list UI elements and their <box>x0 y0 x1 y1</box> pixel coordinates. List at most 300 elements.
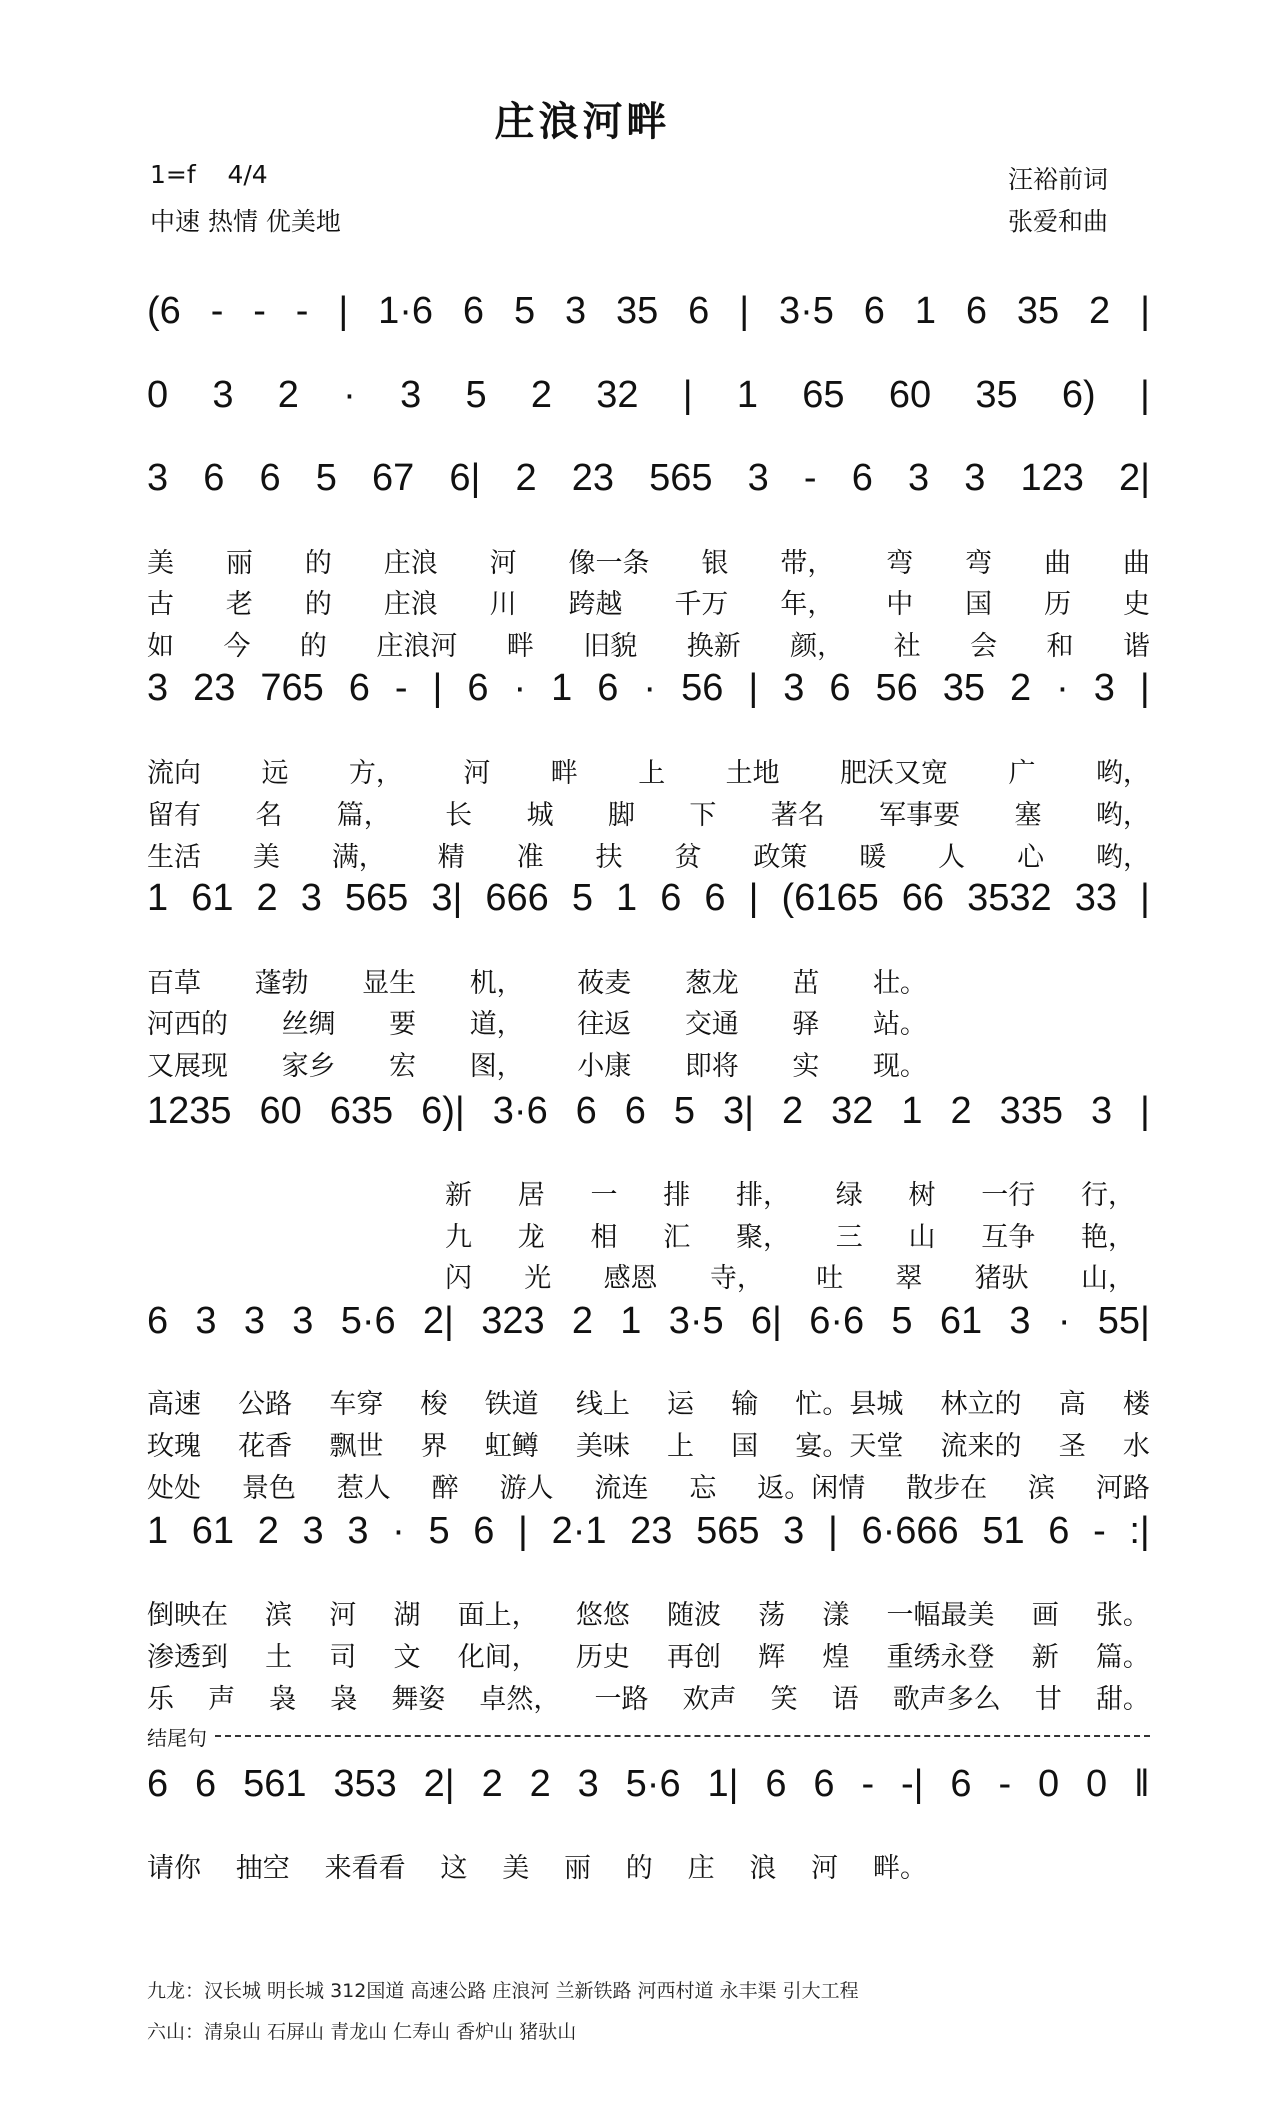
note-group: 23 <box>630 1510 673 1552</box>
note-group: 56 <box>681 667 724 709</box>
notation-line <box>147 290 1150 333</box>
lyric-word: 高 <box>1058 1389 1086 1420</box>
lyric-word: 化间， <box>457 1642 539 1673</box>
note-group: | <box>1140 290 1150 332</box>
note-group: 3| <box>431 877 463 919</box>
lyric-word: 文 <box>393 1642 421 1673</box>
notation-line <box>147 877 1150 920</box>
note-group: 5·6 <box>625 1763 681 1805</box>
note-group: | <box>1139 667 1150 709</box>
note-group: 5 <box>891 1300 913 1342</box>
note-group: | <box>1140 1090 1150 1132</box>
notation-line <box>147 1090 1150 1133</box>
lyric-word: 新 <box>445 1180 472 1211</box>
note-group: 2 <box>781 1090 804 1132</box>
lyric-word: 莜麦 <box>577 968 632 999</box>
note-group: 3 <box>577 1763 599 1805</box>
note-group: 561 <box>243 1763 307 1805</box>
lyric-word: 漾 <box>822 1600 850 1631</box>
note-group: :| <box>1129 1510 1150 1552</box>
note-group: 1 <box>914 290 936 332</box>
lyric-word: 美 <box>502 1853 530 1884</box>
note-group: 61 <box>191 877 234 919</box>
note-group: 2 <box>571 1300 594 1342</box>
note-group: 3 <box>212 374 234 416</box>
note-group: - <box>803 457 817 499</box>
note-group: (6165 <box>781 877 879 919</box>
lyric-word: 的 <box>299 631 327 662</box>
note-group: (6 <box>147 290 181 332</box>
lyric-word: 流来的 <box>940 1431 1022 1462</box>
lyric-word: 感恩 <box>603 1263 658 1294</box>
lyric-word: 土 <box>265 1642 293 1673</box>
lyric-word: 肥沃又宽 <box>840 758 949 789</box>
lyric-word: 湖 <box>393 1600 421 1631</box>
note-group: 323 <box>481 1300 545 1342</box>
note-group: 60 <box>259 1090 302 1132</box>
note-group: 51 <box>982 1510 1025 1552</box>
note-group: - <box>394 667 408 709</box>
lyric-word: 绿 <box>835 1180 863 1211</box>
note-group: 0 <box>1086 1763 1108 1805</box>
lyric-word: 荡 <box>758 1600 786 1631</box>
lyric-word: 运 <box>667 1389 695 1420</box>
note-group: 2 <box>257 1510 279 1552</box>
lyric-word: 人 <box>938 842 966 873</box>
lyric-line <box>147 961 927 1000</box>
note-group: 3 <box>564 290 587 332</box>
lyric-word: 宴。天堂 <box>795 1431 904 1462</box>
lyric-word: 川 <box>489 589 517 620</box>
lyric-word: 来看看 <box>324 1853 406 1884</box>
lyric-line <box>445 1256 1135 1295</box>
note-group: 6 <box>863 290 885 332</box>
lyric-word: 驿 <box>792 1009 820 1040</box>
lyric-word: 脚 <box>607 800 635 831</box>
note-group: 6 <box>473 1510 495 1552</box>
lyric-word: 国 <box>731 1431 759 1462</box>
lyric-word: 古 <box>147 589 174 620</box>
note-group: 5·6 <box>340 1300 396 1342</box>
lyric-word: 谐 <box>1122 631 1150 662</box>
lyric-word: 居 <box>517 1180 545 1211</box>
note-group: 2| <box>422 1300 454 1342</box>
lyric-word: 处处 <box>147 1473 201 1504</box>
note-group: 666 <box>485 877 549 919</box>
note-group: 1·6 <box>378 290 434 332</box>
note-group: 6 <box>348 667 370 709</box>
lyric-word: 要 <box>389 1009 417 1040</box>
lyric-word: 河西的 <box>147 1009 228 1040</box>
lyric-word: 光 <box>524 1263 552 1294</box>
note-group: 6 <box>704 877 726 919</box>
note-group: 635 <box>329 1090 394 1132</box>
note-group: 3532 <box>967 877 1052 919</box>
note-group: 65 <box>802 374 845 416</box>
note-group: 3 <box>1093 667 1115 709</box>
note-group: 1 <box>736 374 759 416</box>
lyric-word: 站。 <box>872 1009 927 1040</box>
footnote-six-mountains: 六山：清泉山 石屏山 青龙山 仁寿山 香炉山 猪驮山 <box>147 2021 577 2043</box>
lyric-word: 欢声 <box>682 1684 737 1715</box>
note-group: · <box>513 667 527 709</box>
lyric-word: 旧貌 <box>583 631 638 662</box>
lyric-word: 满， <box>331 842 386 873</box>
note-group: 6) <box>1061 374 1096 416</box>
lyric-word: 塞 <box>1014 800 1042 831</box>
note-group: 6 <box>195 1763 217 1805</box>
note-group: 5 <box>571 877 593 919</box>
lyric-word: 一 <box>590 1180 618 1211</box>
lyric-word: 高速 <box>147 1389 201 1420</box>
lyric-line <box>147 541 1150 580</box>
ending-divider <box>215 1735 1150 1737</box>
lyric-word: 远 <box>261 758 289 789</box>
lyric-word: 滨 <box>1028 1473 1056 1504</box>
lyric-word: 滨 <box>265 1600 293 1631</box>
lyric-word: 曲 <box>1044 548 1072 579</box>
note-group: 35 <box>1016 290 1060 332</box>
note-group: - <box>1093 1510 1106 1552</box>
lyric-word: 史 <box>1122 589 1150 620</box>
lyric-word: 如 <box>147 631 174 662</box>
lyric-word: 悠悠 <box>575 1600 630 1631</box>
lyric-word: 美味 <box>575 1431 630 1462</box>
note-group: 2 <box>481 1763 503 1805</box>
note-group: 1 <box>147 1510 169 1552</box>
lyric-word: 下 <box>689 800 717 831</box>
lyric-word: 景色 <box>241 1473 296 1504</box>
lyric-word: 的 <box>625 1853 653 1884</box>
lyric-word: 随波 <box>667 1600 722 1631</box>
note-group: 6 <box>597 667 619 709</box>
note-group: 32 <box>596 374 639 416</box>
lyric-word: 丝绸 <box>281 1009 336 1040</box>
lyric-word: 和 <box>1046 631 1074 662</box>
lyric-word: 心 <box>1017 842 1045 873</box>
lyric-word: 面上， <box>457 1600 539 1631</box>
note-group: 5 <box>673 1090 696 1132</box>
lyric-word: 山， <box>1080 1263 1135 1294</box>
lyric-word: 新 <box>1031 1642 1059 1673</box>
note-group: 6| <box>449 457 481 499</box>
lyric-word: 请你 <box>147 1853 201 1884</box>
lyric-word: 畔 <box>506 631 534 662</box>
note-group: 1 <box>620 1300 642 1342</box>
note-group: 6 <box>829 667 851 709</box>
lyric-word: 玫瑰 <box>147 1431 201 1462</box>
lyric-word: 圣 <box>1058 1431 1086 1462</box>
lyric-word: 一行 <box>981 1180 1036 1211</box>
time-signature: 4/4 <box>227 160 268 189</box>
note-group: 6 <box>950 1763 972 1805</box>
ending-label: 结尾句 <box>147 1726 207 1750</box>
lyric-word: 葱龙 <box>684 968 739 999</box>
lyric-word: 返。闲情 <box>757 1473 866 1504</box>
lyric-word: 车穿 <box>329 1389 384 1420</box>
lyric-word: 甜。 <box>1095 1684 1150 1715</box>
note-group: 23 <box>193 667 236 709</box>
lyric-word: 互争 <box>981 1222 1036 1253</box>
note-group: 565 <box>696 1510 760 1552</box>
lyric-word: 的 <box>304 548 332 579</box>
note-group: 2·1 <box>551 1510 607 1552</box>
lyric-word: 颜， <box>790 631 845 662</box>
composer: 张爱和曲 <box>1008 207 1109 236</box>
key-time-signature <box>150 160 268 189</box>
note-group: 3·6 <box>492 1090 548 1132</box>
lyric-word: 实 <box>792 1051 820 1082</box>
notation-line <box>147 1510 1150 1553</box>
note-group: · <box>1056 667 1069 709</box>
note-group: 2 <box>950 1090 972 1132</box>
lyric-word: 中 <box>886 589 914 620</box>
note-group: 3·5 <box>778 290 834 332</box>
lyric-word: 倒映在 <box>147 1600 228 1631</box>
lyric-word: 篇， <box>336 800 391 831</box>
note-group: 67 <box>372 457 415 499</box>
lyric-word: 袅 <box>330 1684 358 1715</box>
lyric-line <box>147 1846 927 1885</box>
note-group: 565 <box>344 877 409 919</box>
note-group: 353 <box>333 1763 397 1805</box>
note-group: | <box>827 1510 838 1552</box>
tempo-marking: 中速 热情 优美地 <box>150 207 341 236</box>
lyric-word: 虹鳟 <box>484 1431 539 1462</box>
lyric-word: 社 <box>893 631 921 662</box>
lyric-word: 浪 <box>749 1853 777 1884</box>
note-group: · <box>343 374 356 416</box>
note-group: 6 <box>851 457 873 499</box>
note-group: 6 <box>467 667 489 709</box>
lyric-word: 排， <box>736 1180 790 1211</box>
lyric-word: 忘 <box>689 1473 717 1504</box>
note-group: ‖ <box>1134 1763 1150 1805</box>
note-group: -| <box>900 1763 924 1805</box>
note-group: 2 <box>277 374 299 416</box>
lyric-word: 相 <box>590 1222 618 1253</box>
note-group: 6 <box>203 457 225 499</box>
note-group: | <box>739 290 750 332</box>
note-group: 1 <box>901 1090 923 1132</box>
note-group: 6 <box>1048 1510 1070 1552</box>
note-group: - <box>861 1763 875 1805</box>
lyric-line <box>445 1173 1135 1212</box>
note-group: · <box>643 667 657 709</box>
lyric-word: 篇。 <box>1095 1642 1150 1673</box>
lyric-word: 三 <box>835 1222 863 1253</box>
note-group: 3 <box>783 1510 805 1552</box>
note-group: 60 <box>888 374 932 416</box>
lyric-word: 游人 <box>499 1473 554 1504</box>
lyric-word: 带， <box>780 548 835 579</box>
lyric-word: 准 <box>516 842 544 873</box>
note-group: 0 <box>1037 1763 1060 1805</box>
lyric-word: 一幅最美 <box>886 1600 995 1631</box>
lyric-word: 河路 <box>1095 1473 1150 1504</box>
lyric-word: 上 <box>638 758 666 789</box>
lyric-word: 渗透到 <box>147 1642 228 1673</box>
notation-line <box>147 667 1150 710</box>
note-group: 6)| <box>421 1090 465 1132</box>
note-group: | <box>682 374 693 416</box>
lyric-word: 生活 <box>147 842 201 873</box>
note-group: | <box>518 1510 528 1552</box>
note-group: 3 <box>347 1510 369 1552</box>
lyric-word: 寺， <box>709 1263 764 1294</box>
note-group: 1235 <box>147 1090 232 1132</box>
lyric-word: 像一条 <box>568 548 650 579</box>
lyric-word: 九 <box>445 1222 472 1253</box>
note-group: | <box>338 290 349 332</box>
lyric-word: 排 <box>663 1180 691 1211</box>
lyric-word: 弯 <box>965 548 993 579</box>
lyric-word: 千万 <box>674 589 729 620</box>
note-group: 3 <box>1009 1300 1031 1342</box>
note-group: 1| <box>707 1763 739 1805</box>
note-group: 66 <box>901 877 945 919</box>
lyric-word: 司 <box>329 1642 357 1673</box>
lyric-word: 畔 <box>550 758 578 789</box>
lyric-word: 哟， <box>1095 758 1150 789</box>
note-group: 6| <box>750 1300 782 1342</box>
lyric-word: 这 <box>440 1853 468 1884</box>
note-group: 565 <box>649 457 713 499</box>
lyric-word: 长 <box>445 800 473 831</box>
lyric-word: 暖 <box>859 842 887 873</box>
note-group: 23 <box>571 457 615 499</box>
lyric-line <box>147 582 1150 621</box>
lyric-word: 壮。 <box>872 968 927 999</box>
lyric-word: 河 <box>463 758 491 789</box>
lyric-word: 吐 <box>816 1263 844 1294</box>
note-group: | <box>748 667 759 709</box>
lyric-word: 歌声多么 <box>892 1684 1001 1715</box>
lyric-word: 语 <box>831 1684 859 1715</box>
lyric-word: 茁 <box>792 968 820 999</box>
note-group: 35 <box>975 374 1018 416</box>
note-group: 3 <box>783 667 805 709</box>
note-group: 61 <box>191 1510 235 1552</box>
note-group: 5 <box>315 457 337 499</box>
note-group: 3 <box>1090 1090 1113 1132</box>
lyric-word: 美 <box>252 842 280 873</box>
note-group: 5 <box>513 290 536 332</box>
note-group: 3·5 <box>668 1300 724 1342</box>
lyric-word: 笑 <box>770 1684 798 1715</box>
lyric-word: 猪驮 <box>974 1263 1029 1294</box>
lyric-line <box>147 1593 1150 1632</box>
lyric-word: 即将 <box>684 1051 739 1082</box>
note-group: 6 <box>688 290 710 332</box>
lyric-word: 庄浪河 <box>376 631 458 662</box>
note-group: 3 <box>243 1300 265 1342</box>
lyric-word: 又展现 <box>147 1051 228 1082</box>
lyric-word: 方， <box>348 758 403 789</box>
lyric-word: 名 <box>255 800 283 831</box>
note-group: 6 <box>624 1090 646 1132</box>
lyric-word: 艳， <box>1081 1222 1135 1253</box>
lyric-word: 贫 <box>674 842 702 873</box>
lyric-word: 梭 <box>420 1389 448 1420</box>
note-group: 3 <box>300 877 322 919</box>
note-group: | <box>432 667 443 709</box>
lyric-line <box>147 624 1150 663</box>
lyric-word: 公路 <box>238 1389 293 1420</box>
lyric-word: 的 <box>304 589 332 620</box>
notation-line <box>147 374 1150 417</box>
lyric-word: 老 <box>225 589 253 620</box>
lyric-word: 显生 <box>362 968 417 999</box>
song-title: 庄浪河畔 <box>494 99 671 145</box>
note-group: 335 <box>999 1090 1063 1132</box>
note-group: 1 <box>616 877 638 919</box>
lyric-word: 翠 <box>895 1263 923 1294</box>
lyric-word: 煌 <box>822 1642 850 1673</box>
note-group: 2 <box>1009 667 1032 709</box>
key-signature: 1=f <box>150 160 196 189</box>
lyric-word: 弯 <box>886 548 914 579</box>
note-group: 3 <box>907 457 930 499</box>
note-group: 6·666 <box>861 1510 959 1552</box>
notation-line <box>147 1763 1150 1806</box>
lyric-line <box>147 1002 927 1041</box>
note-group: 3 <box>747 457 769 499</box>
note-group: 2 <box>530 374 552 416</box>
lyric-word: 甘 <box>1034 1684 1062 1715</box>
note-group: | <box>1140 877 1150 919</box>
lyric-word: 再创 <box>667 1642 722 1673</box>
lyric-word: 龙 <box>517 1222 545 1253</box>
lyric-word: 醉 <box>431 1473 459 1504</box>
note-group: 765 <box>260 667 324 709</box>
note-group: - <box>295 290 309 332</box>
note-group: 6 <box>147 1300 169 1342</box>
note-group: 2 <box>515 457 537 499</box>
lyric-word: 家乡 <box>281 1051 336 1082</box>
note-group: 3 <box>147 457 169 499</box>
lyric-word: 道， <box>469 1009 524 1040</box>
lyric-word: 流向 <box>147 758 201 789</box>
lyric-word: 飘世 <box>329 1431 384 1462</box>
note-group: | <box>1139 374 1150 416</box>
lyric-word: 换新 <box>686 631 741 662</box>
note-group: · <box>1057 1300 1071 1342</box>
lyric-word: 忙。县城 <box>795 1389 904 1420</box>
lyric-word: 留有 <box>147 800 201 831</box>
lyric-word: 张。 <box>1095 1600 1150 1631</box>
note-group: | <box>748 877 759 919</box>
lyric-word: 乐 <box>147 1684 174 1715</box>
note-group: 3 <box>292 1300 314 1342</box>
lyric-word: 百草 <box>147 968 201 999</box>
lyric-word: 往返 <box>577 1009 632 1040</box>
lyric-word: 上 <box>667 1431 695 1462</box>
lyric-word: 舞姿 <box>391 1684 446 1715</box>
lyric-word: 界 <box>420 1431 448 1462</box>
lyric-word: 画 <box>1031 1600 1059 1631</box>
lyric-word: 重绣永登 <box>886 1642 995 1673</box>
lyric-word: 流连 <box>594 1473 649 1504</box>
lyric-word: 广 <box>1008 758 1036 789</box>
note-group: 5 <box>428 1510 450 1552</box>
lyric-word: 图， <box>469 1051 524 1082</box>
lyric-word: 河 <box>329 1600 357 1631</box>
note-group: 2| <box>1118 457 1150 499</box>
lyric-word: 美 <box>147 548 174 579</box>
lyric-word: 国 <box>965 589 993 620</box>
lyric-word: 一路 <box>594 1684 649 1715</box>
